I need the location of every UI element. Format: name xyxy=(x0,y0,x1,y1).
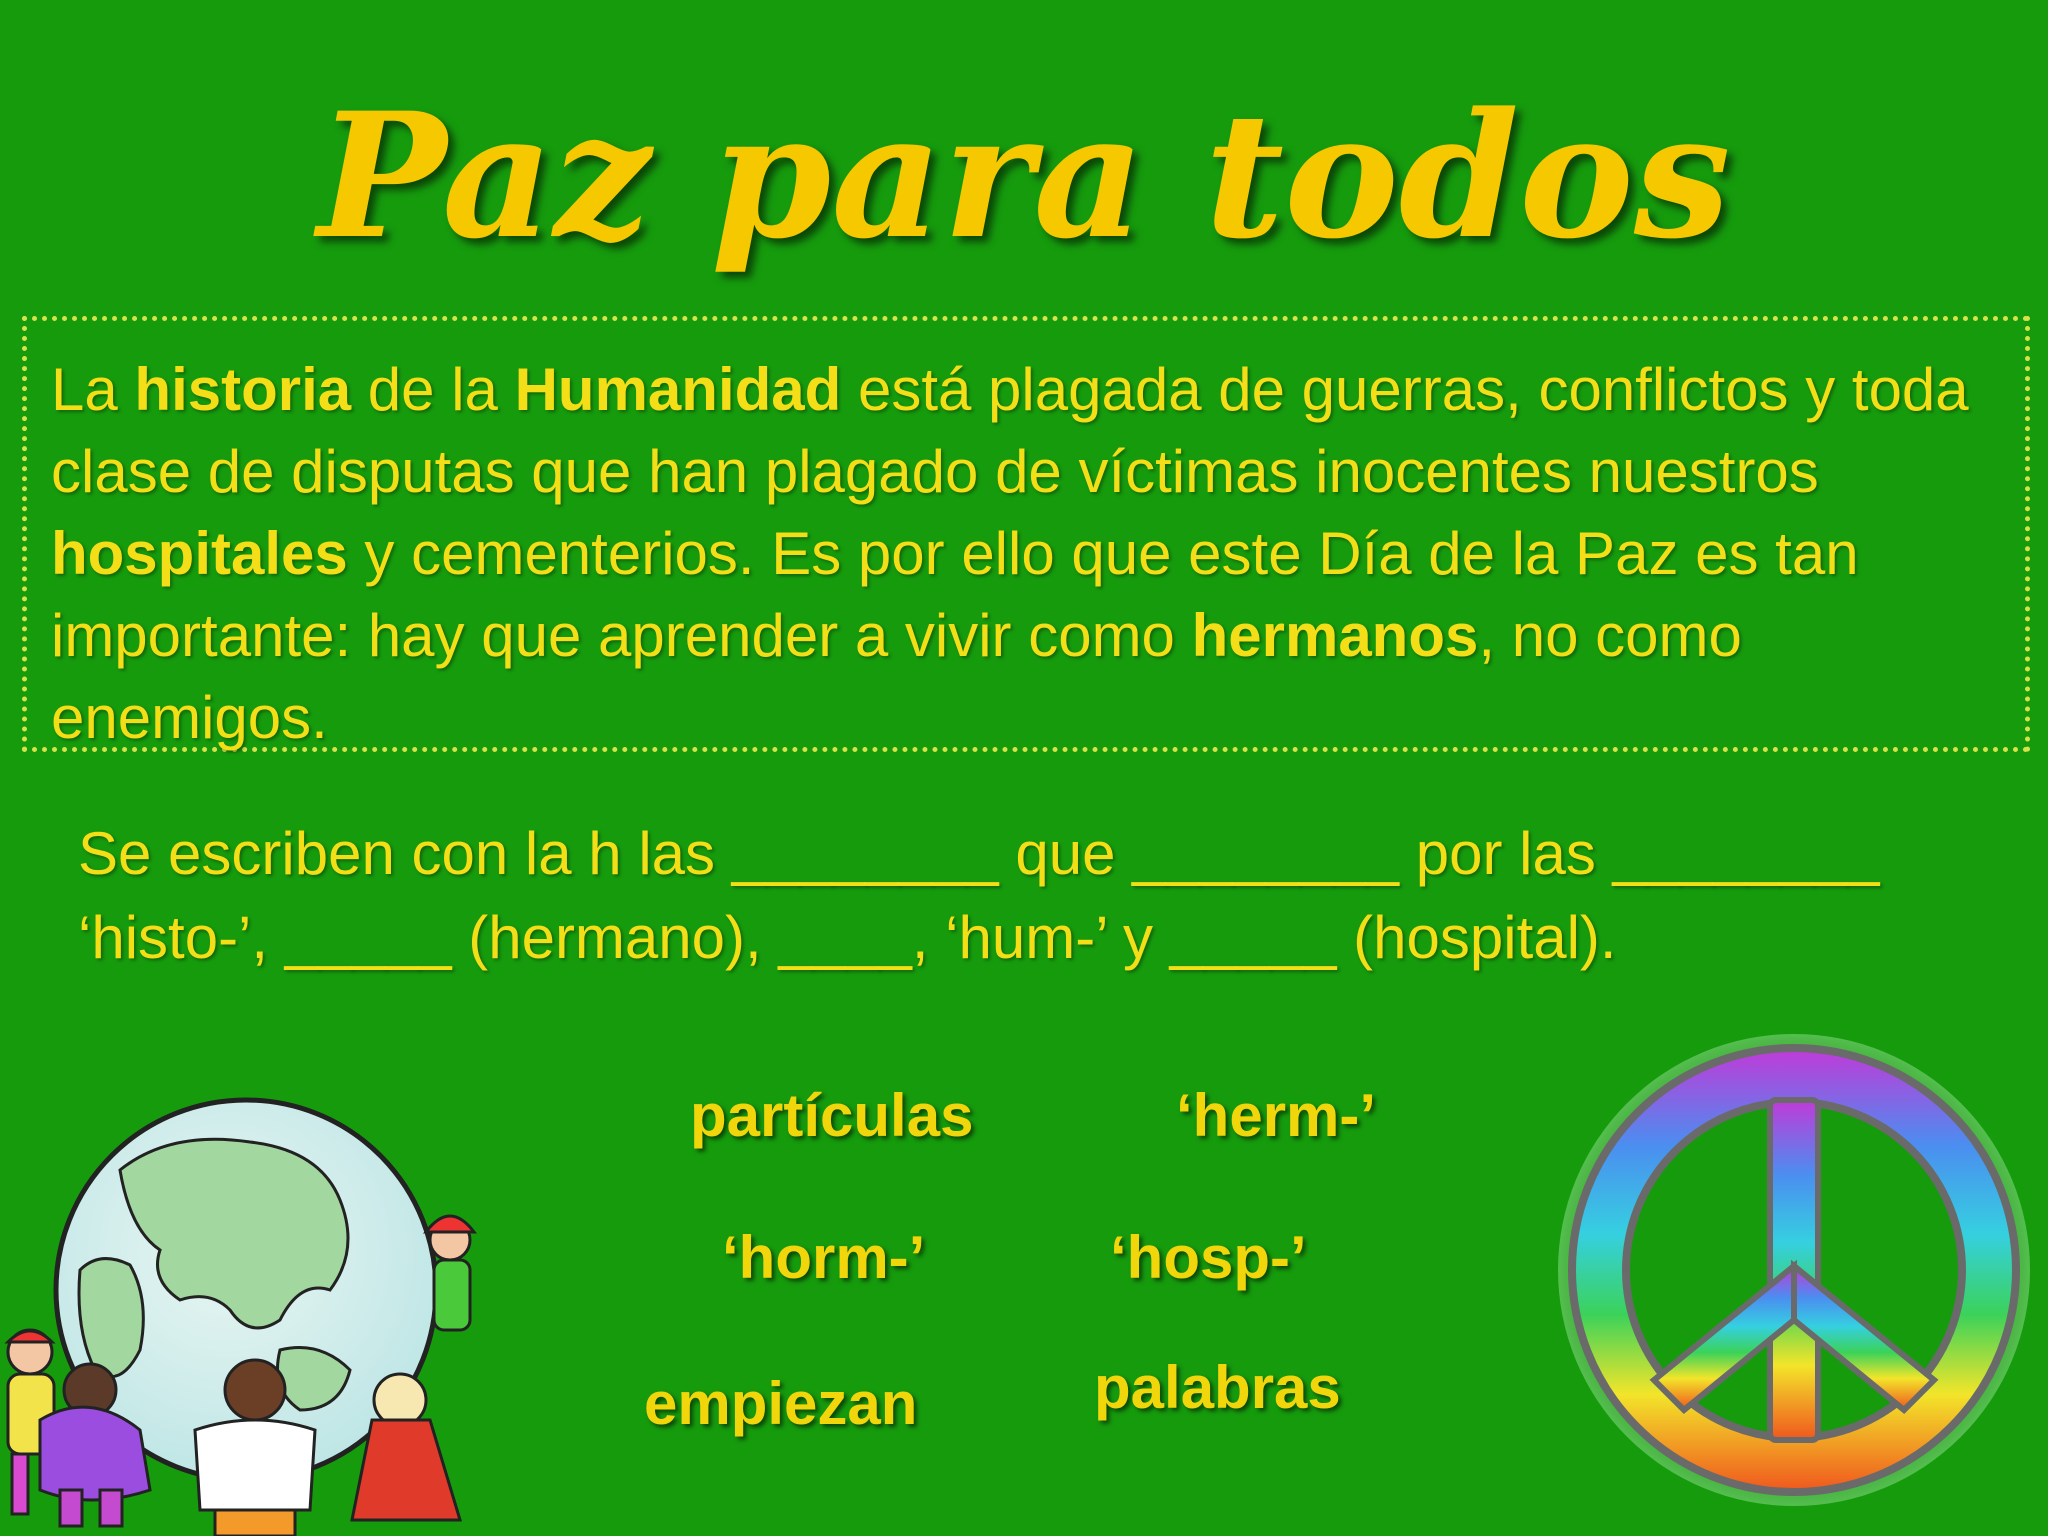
paragraph-bold-humanidad: Humanidad xyxy=(514,356,842,423)
word-herm: ‘herm-’ xyxy=(1176,1082,1377,1149)
paragraph-segment: y cementerios. Es por ello que este Día de la Paz es tan importante: hay que aprender a vivir como xyxy=(51,520,1859,669)
peace-symbol-image xyxy=(1554,1030,2034,1510)
paragraph-bold-hermanos: hermanos xyxy=(1191,602,1479,669)
paragraph-segment: La xyxy=(51,356,135,423)
paragraph-bold-historia: historia xyxy=(134,356,352,423)
paragraph-segment: de la xyxy=(351,356,515,423)
fill-in-sentence: Se escriben con la h las ________ que ________ por las ________ ‘histo-’, _____ (hermano), ____, ‘hum-’ y _____ (hospital). xyxy=(78,820,1880,971)
word-particulas: partículas xyxy=(690,1082,974,1149)
paragraph-segment: , no como enemigos. xyxy=(51,602,1742,751)
word-hosp: ‘hosp-’ xyxy=(1110,1224,1307,1291)
word-palabras: palabras xyxy=(1094,1354,1341,1421)
paragraph-box xyxy=(22,316,2030,752)
children-globe-image xyxy=(0,1090,480,1536)
paragraph-segment: está plagada de guerras, conflictos y toda clase de disputas que han plagado de víctimas inocentes nuestros xyxy=(51,356,1969,505)
paragraph-bold-hospitales: hospitales xyxy=(51,520,348,587)
word-empiezan: empiezan xyxy=(644,1370,918,1437)
slide-title: Paz para todos xyxy=(317,74,1731,277)
child-right-red-hat xyxy=(426,1216,474,1330)
word-horm: ‘horm-’ xyxy=(722,1224,926,1291)
paragraph-text xyxy=(51,349,2021,759)
